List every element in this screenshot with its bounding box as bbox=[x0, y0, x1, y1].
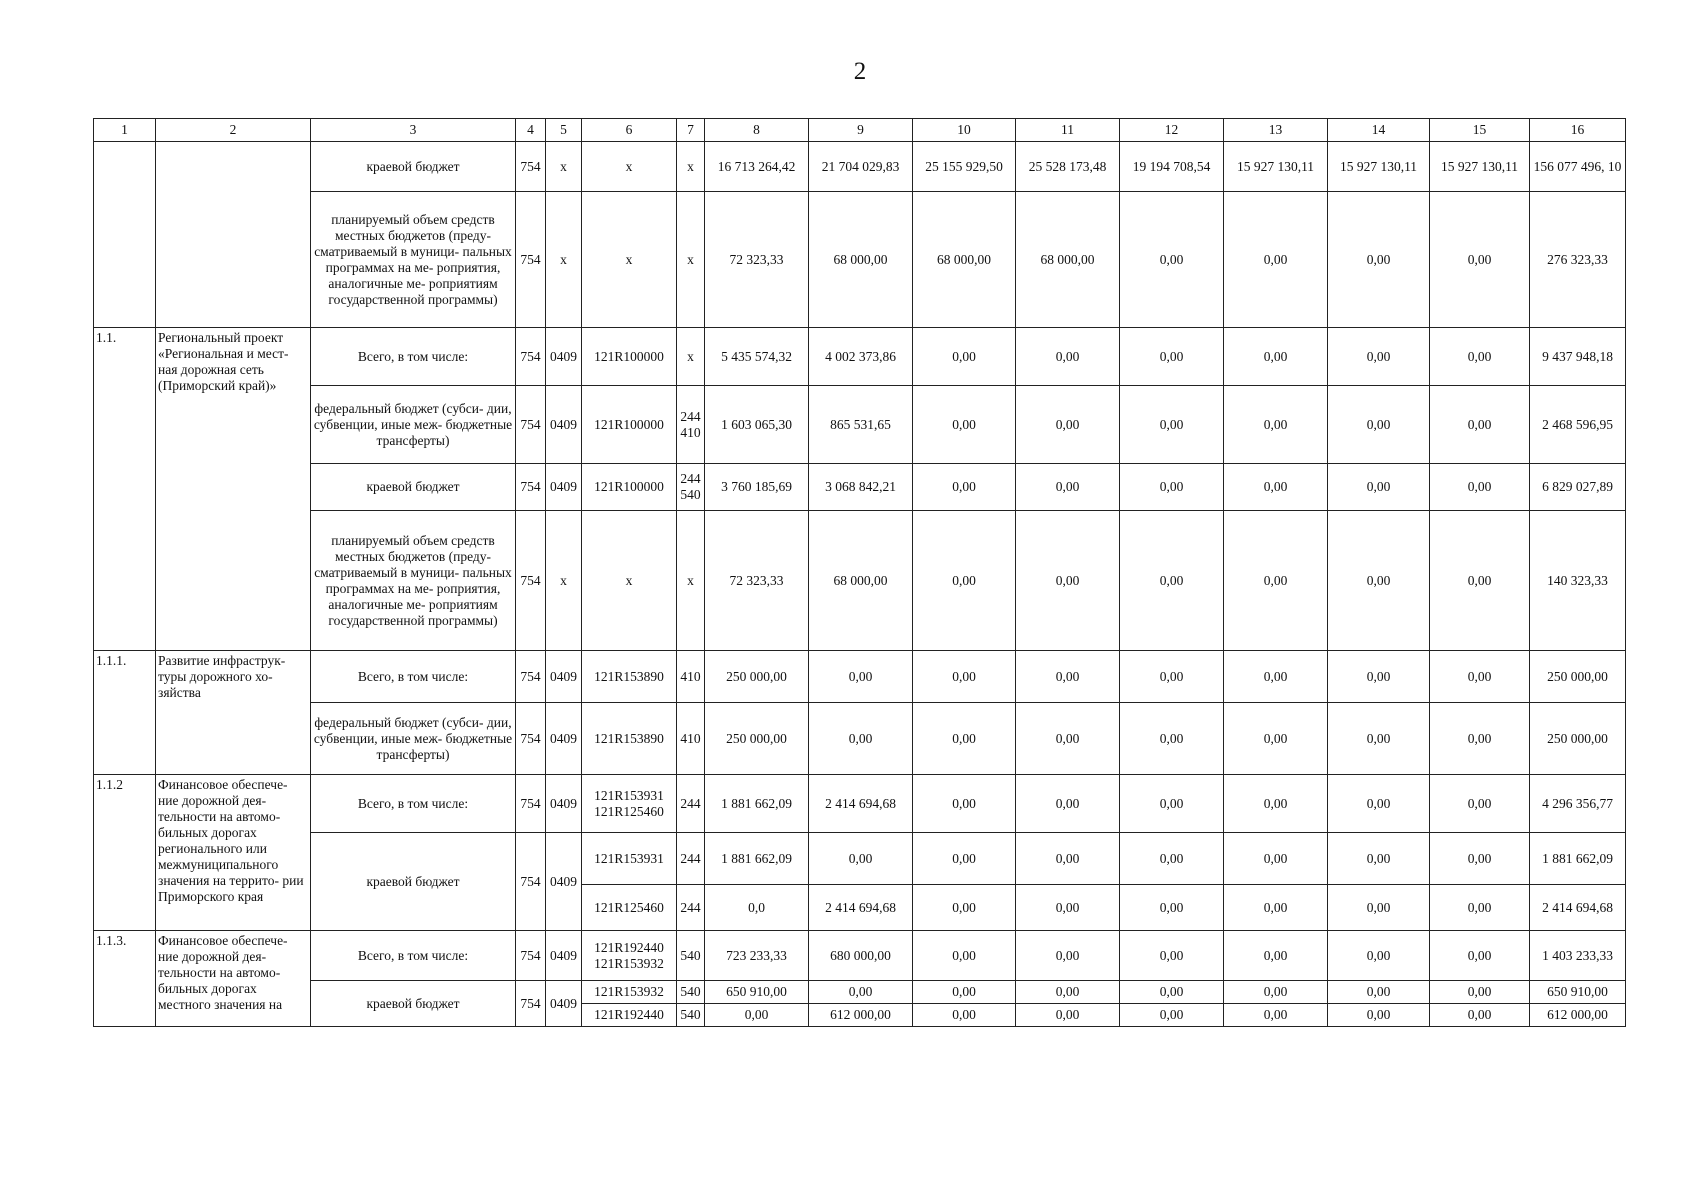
amount-cell: 0,00 bbox=[1120, 931, 1224, 981]
amount-cell: 0,00 bbox=[1328, 931, 1430, 981]
column-header: 3 bbox=[311, 119, 516, 142]
amount-cell: 0,00 bbox=[1224, 511, 1328, 651]
stacked-line: 121R153931 bbox=[594, 787, 664, 803]
amount-cell: 0,00 bbox=[1430, 651, 1530, 703]
section-name: Финансовое обеспече- ние дорожной дея- тельности на автомо- бильных дорогах местного значения на bbox=[156, 931, 311, 1027]
amount-cell: 68 000,00 bbox=[809, 192, 913, 328]
code-cell: 0409 bbox=[546, 464, 582, 511]
amount-cell: 680 000,00 bbox=[809, 931, 913, 981]
amount-cell: 72 323,33 bbox=[705, 511, 809, 651]
amount-cell: 0,00 bbox=[913, 328, 1016, 386]
amount-cell: 0,00 bbox=[1328, 651, 1430, 703]
amount-cell: 0,00 bbox=[1016, 885, 1120, 931]
amount-cell: 250 000,00 bbox=[1530, 703, 1626, 775]
amount-cell: 0,00 bbox=[1120, 651, 1224, 703]
row-label: Всего, в том числе: bbox=[311, 931, 516, 981]
amount-cell: 0,00 bbox=[1016, 651, 1120, 703]
row-label: планируемый объем средств местных бюджетов (преду- сматриваемый в муници- пальных программах на ме- роприятия, аналогичные ме- роприятиям государственной программы) bbox=[311, 511, 516, 651]
code-cell: 121R100000 bbox=[582, 328, 677, 386]
amount-cell: 0,00 bbox=[1120, 703, 1224, 775]
code-cell: 121R153931 bbox=[582, 833, 677, 885]
amount-cell: 3 760 185,69 bbox=[705, 464, 809, 511]
column-header: 14 bbox=[1328, 119, 1430, 142]
amount-cell: 0,00 bbox=[1430, 885, 1530, 931]
amount-cell: 0,00 bbox=[1016, 464, 1120, 511]
amount-cell: 0,00 bbox=[1328, 511, 1430, 651]
table-row bbox=[94, 775, 1626, 833]
amount-cell: 0,00 bbox=[1224, 981, 1328, 1004]
amount-cell: 0,00 bbox=[1224, 386, 1328, 464]
amount-cell: 0,00 bbox=[1224, 464, 1328, 511]
code-cell: 121R100000 bbox=[582, 464, 677, 511]
section-number: 1.1. bbox=[94, 328, 156, 651]
row-label: Всего, в том числе: bbox=[311, 775, 516, 833]
code-cell: 410 bbox=[677, 651, 705, 703]
table-row bbox=[94, 192, 1626, 328]
amount-cell: 0,00 bbox=[1430, 833, 1530, 885]
amount-cell: 612 000,00 bbox=[809, 1004, 913, 1027]
amount-cell: 0,00 bbox=[913, 931, 1016, 981]
amount-cell: 0,00 bbox=[1328, 328, 1430, 386]
amount-cell: 2 414 694,68 bbox=[809, 885, 913, 931]
row-label: федеральный бюджет (субси- дии, субвенции, иные меж- бюджетные трансферты) bbox=[311, 386, 516, 464]
column-header: 7 bbox=[677, 119, 705, 142]
amount-cell: 0,00 bbox=[1328, 464, 1430, 511]
amount-cell: 15 927 130,11 bbox=[1430, 142, 1530, 192]
code-cell: 754 bbox=[516, 328, 546, 386]
table-row bbox=[94, 464, 1626, 511]
amount-cell: 0,00 bbox=[1328, 1004, 1430, 1027]
amount-cell: 0,00 bbox=[1224, 651, 1328, 703]
column-header: 12 bbox=[1120, 119, 1224, 142]
column-header: 8 bbox=[705, 119, 809, 142]
code-cell: x bbox=[546, 192, 582, 328]
header-row bbox=[94, 119, 1626, 142]
amount-cell: 650 910,00 bbox=[1530, 981, 1626, 1004]
amount-cell: 0,00 bbox=[809, 703, 913, 775]
row-label: краевой бюджет bbox=[311, 981, 516, 1027]
amount-cell: 1 403 233,33 bbox=[1530, 931, 1626, 981]
amount-cell: 0,00 bbox=[913, 885, 1016, 931]
code-cell: 0409 bbox=[546, 386, 582, 464]
amount-cell: 1 881 662,09 bbox=[705, 833, 809, 885]
amount-cell: 0,00 bbox=[913, 1004, 1016, 1027]
amount-cell: 156 077 496, 10 bbox=[1530, 142, 1626, 192]
row-label: Всего, в том числе: bbox=[311, 328, 516, 386]
amount-cell: 0,00 bbox=[1224, 775, 1328, 833]
amount-cell: 72 323,33 bbox=[705, 192, 809, 328]
row-label: краевой бюджет bbox=[311, 142, 516, 192]
code-cell: 121R153890 bbox=[582, 651, 677, 703]
amount-cell: 3 068 842,21 bbox=[809, 464, 913, 511]
code-cell: x bbox=[582, 192, 677, 328]
amount-cell: 250 000,00 bbox=[705, 703, 809, 775]
amount-cell: 25 528 173,48 bbox=[1016, 142, 1120, 192]
amount-cell: 0,00 bbox=[809, 981, 913, 1004]
amount-cell: 0,00 bbox=[1120, 775, 1224, 833]
amount-cell: 0,00 bbox=[1430, 931, 1530, 981]
amount-cell: 0,00 bbox=[1016, 328, 1120, 386]
amount-cell: 0,00 bbox=[1430, 328, 1530, 386]
budget-table bbox=[93, 118, 1626, 1027]
column-header: 1 bbox=[94, 119, 156, 142]
column-header: 5 bbox=[546, 119, 582, 142]
amount-cell: 612 000,00 bbox=[1530, 1004, 1626, 1027]
code-cell: 754 bbox=[516, 703, 546, 775]
amount-cell: 0,00 bbox=[1430, 464, 1530, 511]
code-cell: x bbox=[546, 142, 582, 192]
amount-cell: 0,00 bbox=[1430, 511, 1530, 651]
row-label: краевой бюджет bbox=[311, 464, 516, 511]
code-cell: 121R153932 bbox=[582, 981, 677, 1004]
amount-cell: 4 296 356,77 bbox=[1530, 775, 1626, 833]
amount-cell: 0,0 bbox=[705, 885, 809, 931]
amount-cell: 250 000,00 bbox=[1530, 651, 1626, 703]
section-number: 1.1.2 bbox=[94, 775, 156, 931]
amount-cell: 0,00 bbox=[913, 833, 1016, 885]
amount-cell: 0,00 bbox=[1120, 192, 1224, 328]
amount-cell: 0,00 bbox=[1224, 328, 1328, 386]
section-number: 1.1.1. bbox=[94, 651, 156, 775]
amount-cell: 25 155 929,50 bbox=[913, 142, 1016, 192]
amount-cell: 0,00 bbox=[1224, 885, 1328, 931]
code-cell: 754 bbox=[516, 386, 546, 464]
amount-cell: 0,00 bbox=[1120, 885, 1224, 931]
section-name: Региональный проект «Региональная и мест- ная дорожная сеть (Приморский край)» bbox=[156, 328, 311, 651]
amount-cell: 276 323,33 bbox=[1530, 192, 1626, 328]
amount-cell: 0,00 bbox=[1430, 981, 1530, 1004]
stacked-line: 244 bbox=[680, 408, 701, 424]
amount-cell: 6 829 027,89 bbox=[1530, 464, 1626, 511]
stacked-line: 121R153932 bbox=[594, 955, 664, 971]
amount-cell: 0,00 bbox=[809, 833, 913, 885]
amount-cell: 21 704 029,83 bbox=[809, 142, 913, 192]
column-header: 15 bbox=[1430, 119, 1530, 142]
amount-cell: 0,00 bbox=[1016, 386, 1120, 464]
amount-cell: 0,00 bbox=[1016, 931, 1120, 981]
amount-cell: 0,00 bbox=[1328, 703, 1430, 775]
table-row bbox=[94, 931, 1626, 981]
amount-cell: 15 927 130,11 bbox=[1224, 142, 1328, 192]
table-row bbox=[94, 981, 1626, 1004]
amount-cell: 650 910,00 bbox=[705, 981, 809, 1004]
amount-cell: 2 414 694,68 bbox=[809, 775, 913, 833]
amount-cell: 0,00 bbox=[1224, 1004, 1328, 1027]
column-header: 2 bbox=[156, 119, 311, 142]
amount-cell: 0,00 bbox=[913, 703, 1016, 775]
amount-cell: 0,00 bbox=[913, 511, 1016, 651]
stacked-line: 410 bbox=[680, 424, 701, 440]
amount-cell: 68 000,00 bbox=[1016, 192, 1120, 328]
code-cell: 244 bbox=[677, 885, 705, 931]
amount-cell: 0,00 bbox=[1224, 703, 1328, 775]
section-name: Развитие инфраструк- туры дорожного хо- зяйства bbox=[156, 651, 311, 775]
amount-cell: 2 414 694,68 bbox=[1530, 885, 1626, 931]
amount-cell: 0,00 bbox=[1430, 192, 1530, 328]
amount-cell: 0,00 bbox=[913, 775, 1016, 833]
code-cell: 121R100000 bbox=[582, 386, 677, 464]
code-cell: 0409 bbox=[546, 651, 582, 703]
code-cell: 754 bbox=[516, 981, 546, 1027]
code-cell: 0409 bbox=[546, 931, 582, 981]
amount-cell: 0,00 bbox=[1120, 464, 1224, 511]
amount-cell: 0,00 bbox=[1328, 981, 1430, 1004]
code-cell: 754 bbox=[516, 833, 546, 931]
code-cell bbox=[582, 775, 677, 833]
row-label: краевой бюджет bbox=[311, 833, 516, 931]
amount-cell: 0,00 bbox=[1328, 192, 1430, 328]
amount-cell: 1 881 662,09 bbox=[705, 775, 809, 833]
code-cell: 754 bbox=[516, 192, 546, 328]
amount-cell: 4 002 373,86 bbox=[809, 328, 913, 386]
amount-cell: 0,00 bbox=[1016, 981, 1120, 1004]
code-cell: x bbox=[582, 511, 677, 651]
code-cell: 754 bbox=[516, 931, 546, 981]
code-cell: 0409 bbox=[546, 833, 582, 931]
table-row bbox=[94, 703, 1626, 775]
stacked-line: 244 bbox=[680, 471, 701, 486]
amount-cell: 0,00 bbox=[1430, 386, 1530, 464]
code-cell bbox=[677, 386, 705, 464]
code-cell: 121R125460 bbox=[582, 885, 677, 931]
num-cell bbox=[94, 142, 156, 328]
code-cell: 754 bbox=[516, 464, 546, 511]
column-header: 4 bbox=[516, 119, 546, 142]
row-label: федеральный бюджет (субси- дии, субвенции, иные меж- бюджетные трансферты) bbox=[311, 703, 516, 775]
amount-cell: 0,00 bbox=[1016, 775, 1120, 833]
amount-cell: 0,00 bbox=[1120, 386, 1224, 464]
table-row bbox=[94, 833, 1626, 885]
amount-cell: 0,00 bbox=[913, 464, 1016, 511]
amount-cell: 0,00 bbox=[913, 651, 1016, 703]
amount-cell: 140 323,33 bbox=[1530, 511, 1626, 651]
code-cell: 754 bbox=[516, 142, 546, 192]
code-cell: 121R153890 bbox=[582, 703, 677, 775]
amount-cell: 0,00 bbox=[1120, 833, 1224, 885]
page-number: 2 bbox=[853, 58, 867, 85]
code-cell: 244 bbox=[677, 833, 705, 885]
table-row bbox=[94, 328, 1626, 386]
amount-cell: 0,00 bbox=[705, 1004, 809, 1027]
amount-cell: 723 233,33 bbox=[705, 931, 809, 981]
amount-cell: 68 000,00 bbox=[913, 192, 1016, 328]
code-cell: 540 bbox=[677, 1004, 705, 1027]
amount-cell: 0,00 bbox=[1016, 833, 1120, 885]
stacked-line: 121R192440 bbox=[594, 939, 664, 955]
amount-cell: 68 000,00 bbox=[809, 511, 913, 651]
code-cell: 244 bbox=[677, 775, 705, 833]
name-cell bbox=[156, 142, 311, 328]
amount-cell: 0,00 bbox=[1328, 775, 1430, 833]
amount-cell: 865 531,65 bbox=[809, 386, 913, 464]
column-header: 6 bbox=[582, 119, 677, 142]
code-cell: 540 bbox=[677, 981, 705, 1004]
amount-cell: 1 881 662,09 bbox=[1530, 833, 1626, 885]
amount-cell: 0,00 bbox=[1328, 386, 1430, 464]
code-cell: 0409 bbox=[546, 981, 582, 1027]
amount-cell: 0,00 bbox=[1430, 703, 1530, 775]
code-cell: x bbox=[677, 142, 705, 192]
table-row bbox=[94, 142, 1626, 192]
amount-cell: 0,00 bbox=[1016, 1004, 1120, 1027]
amount-cell: 9 437 948,18 bbox=[1530, 328, 1626, 386]
code-cell: 0409 bbox=[546, 703, 582, 775]
code-cell: 410 bbox=[677, 703, 705, 775]
amount-cell: 0,00 bbox=[1016, 703, 1120, 775]
row-label: Всего, в том числе: bbox=[311, 651, 516, 703]
code-cell bbox=[582, 931, 677, 981]
code-cell: x bbox=[582, 142, 677, 192]
amount-cell: 0,00 bbox=[1224, 931, 1328, 981]
amount-cell: 0,00 bbox=[913, 386, 1016, 464]
amount-cell: 0,00 bbox=[1328, 833, 1430, 885]
code-cell: 754 bbox=[516, 511, 546, 651]
amount-cell: 0,00 bbox=[1224, 192, 1328, 328]
stacked-line: 540 bbox=[680, 487, 701, 502]
amount-cell: 5 435 574,32 bbox=[705, 328, 809, 386]
amount-cell: 2 468 596,95 bbox=[1530, 386, 1626, 464]
code-cell: 0409 bbox=[546, 328, 582, 386]
code-cell: x bbox=[677, 192, 705, 328]
amount-cell: 15 927 130,11 bbox=[1328, 142, 1430, 192]
amount-cell: 0,00 bbox=[809, 651, 913, 703]
amount-cell: 0,00 bbox=[1120, 328, 1224, 386]
column-header: 11 bbox=[1016, 119, 1120, 142]
section-name: Финансовое обеспече- ние дорожной дея- тельности на автомо- бильных дорогах регионального или межмуниципального значения на террито- рии Приморского края bbox=[156, 775, 311, 931]
amount-cell: 0,00 bbox=[913, 981, 1016, 1004]
amount-cell: 0,00 bbox=[1430, 775, 1530, 833]
table-row bbox=[94, 511, 1626, 651]
table-row bbox=[94, 386, 1626, 464]
code-cell: 540 bbox=[677, 931, 705, 981]
amount-cell: 0,00 bbox=[1016, 511, 1120, 651]
column-header: 13 bbox=[1224, 119, 1328, 142]
amount-cell: 0,00 bbox=[1430, 1004, 1530, 1027]
code-cell: x bbox=[677, 328, 705, 386]
column-header: 16 bbox=[1530, 119, 1626, 142]
amount-cell: 16 713 264,42 bbox=[705, 142, 809, 192]
code-cell bbox=[677, 464, 705, 511]
section-number: 1.1.3. bbox=[94, 931, 156, 1027]
row-label: планируемый объем средств местных бюджетов (преду- сматриваемый в муници- пальных программах на ме- роприятия, аналогичные ме- роприятиям государственной программы) bbox=[311, 192, 516, 328]
amount-cell: 0,00 bbox=[1120, 511, 1224, 651]
column-header: 9 bbox=[809, 119, 913, 142]
code-cell: x bbox=[677, 511, 705, 651]
amount-cell: 250 000,00 bbox=[705, 651, 809, 703]
code-cell: 0409 bbox=[546, 775, 582, 833]
amount-cell: 1 603 065,30 bbox=[705, 386, 809, 464]
table-row bbox=[94, 651, 1626, 703]
code-cell: 121R192440 bbox=[582, 1004, 677, 1027]
amount-cell: 19 194 708,54 bbox=[1120, 142, 1224, 192]
code-cell: 754 bbox=[516, 651, 546, 703]
amount-cell: 0,00 bbox=[1120, 1004, 1224, 1027]
stacked-line: 121R125460 bbox=[594, 803, 664, 819]
column-header: 10 bbox=[913, 119, 1016, 142]
amount-cell: 0,00 bbox=[1224, 833, 1328, 885]
amount-cell: 0,00 bbox=[1328, 885, 1430, 931]
code-cell: x bbox=[546, 511, 582, 651]
amount-cell: 0,00 bbox=[1120, 981, 1224, 1004]
code-cell: 754 bbox=[516, 775, 546, 833]
